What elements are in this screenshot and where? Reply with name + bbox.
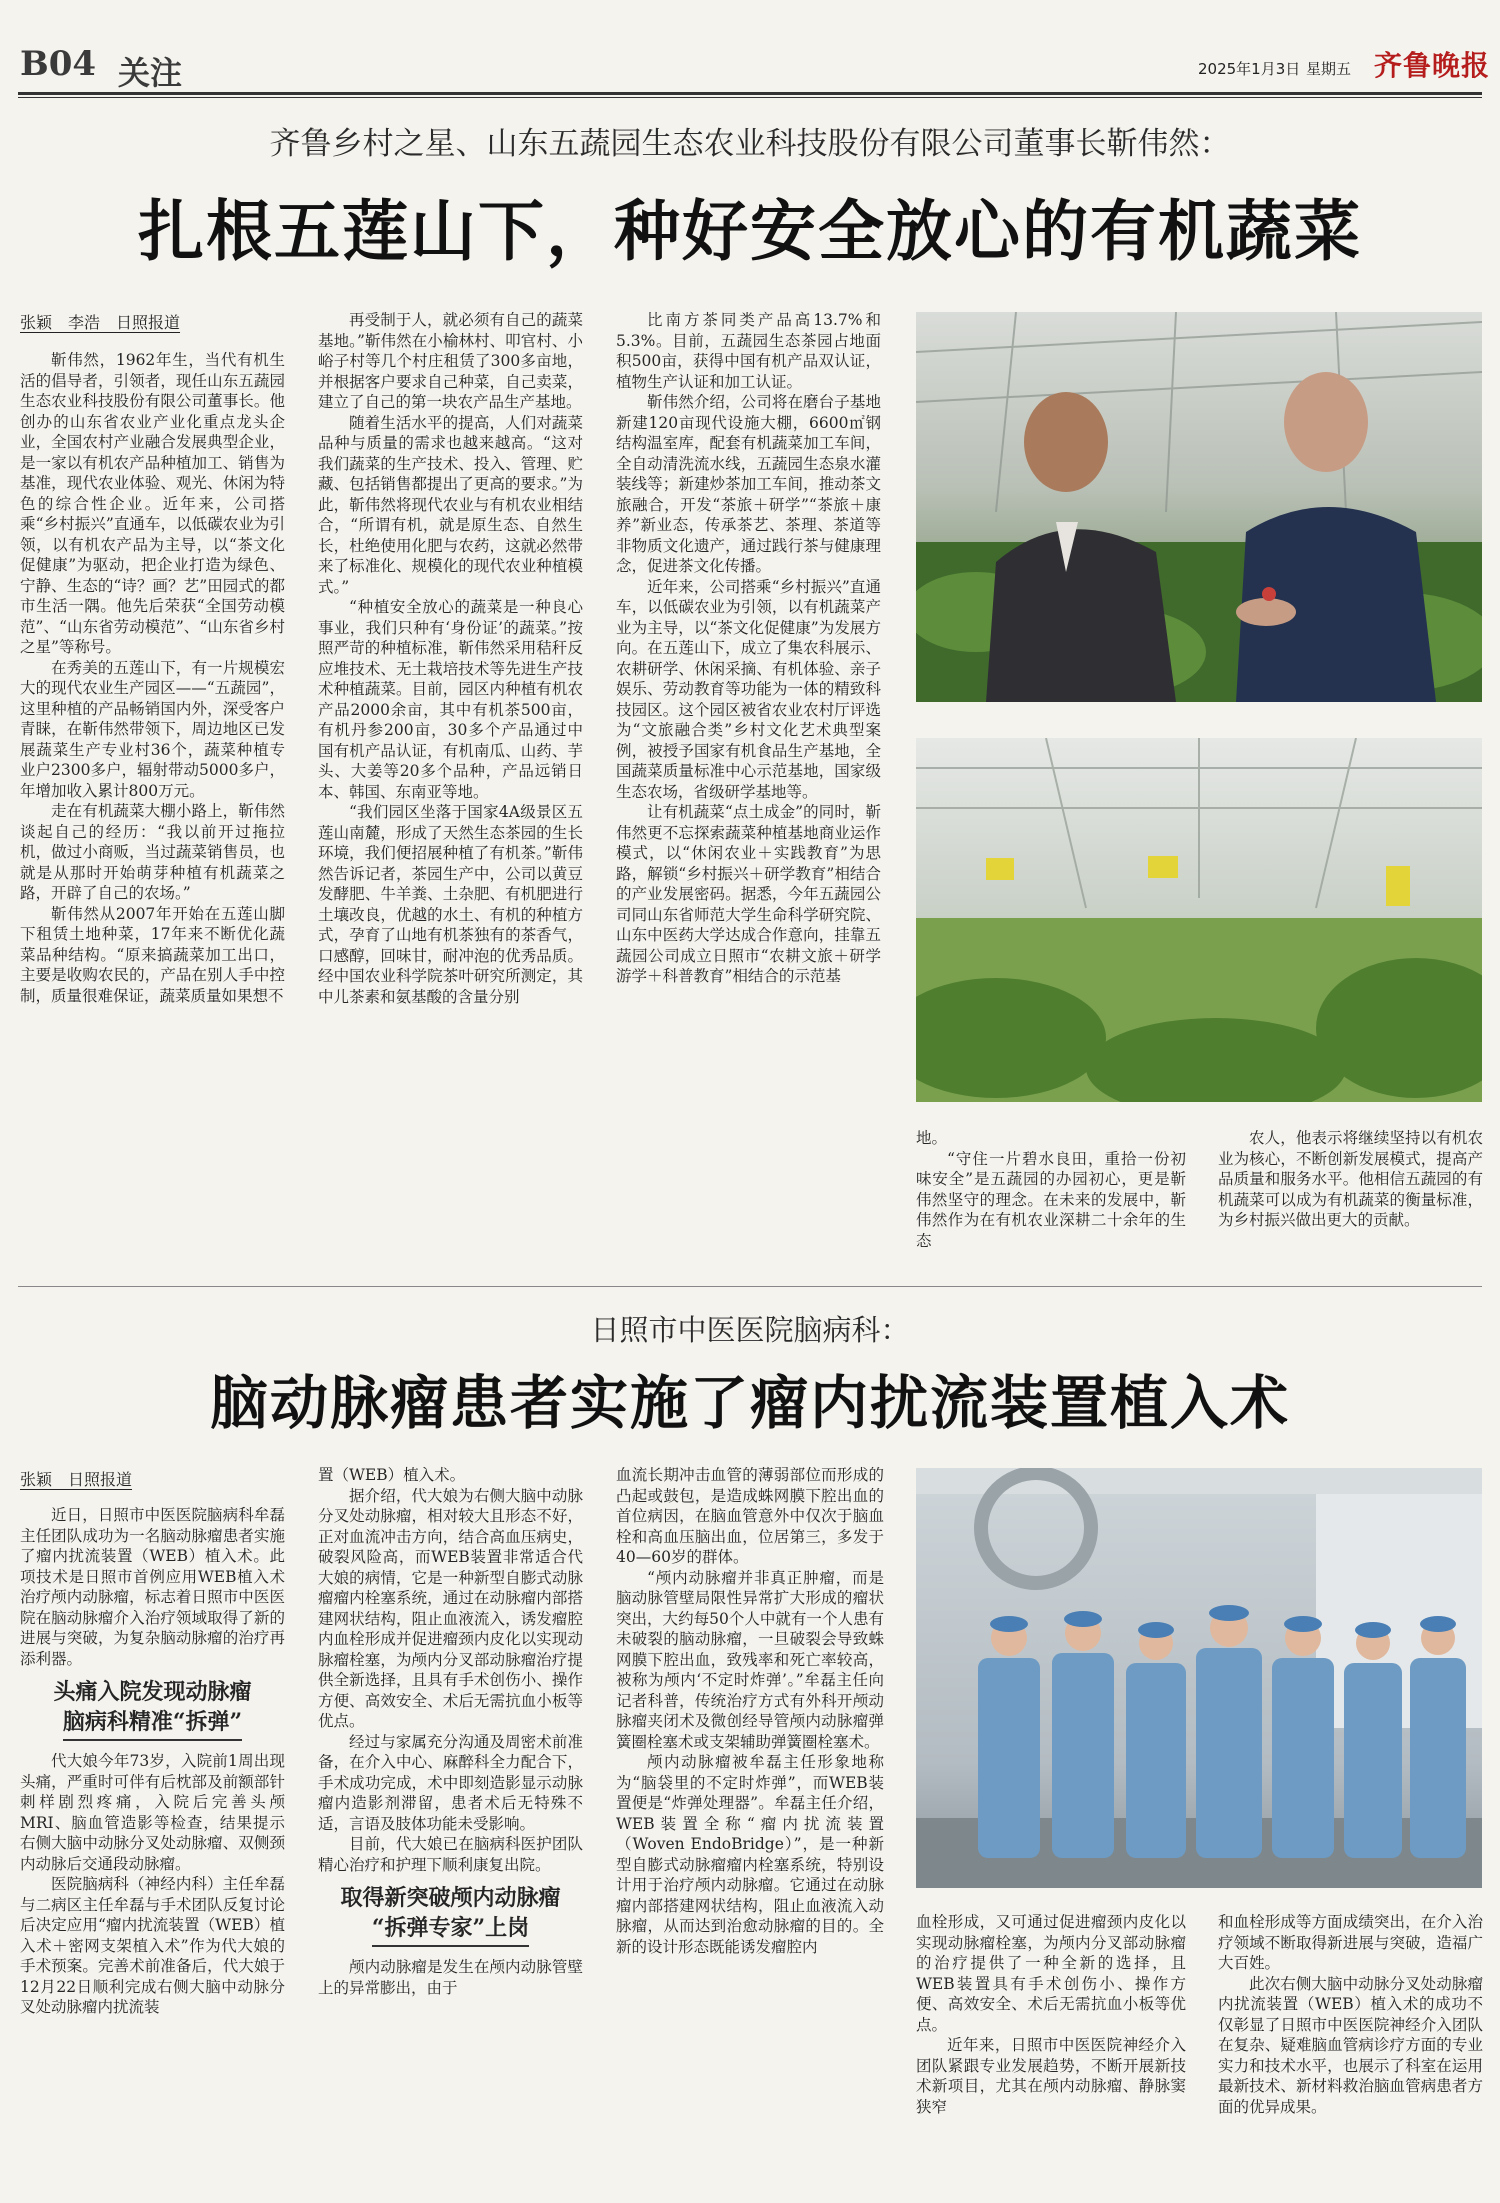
paragraph: 和血栓形成等方面成绩突出，在介入治疗领域不断取得新进展与突破，造福广大百姓。 (1218, 1913, 1483, 1972)
page-number: B04 (20, 44, 97, 84)
header-rule (18, 92, 1482, 95)
article2-subhead-1 (20, 1677, 285, 1741)
paragraph: “守住一片碧水良田，重拾一份初味安全”是五蔬园的办园初心，更是靳伟然坚守的理念。在未来的发展中，靳伟然作为在有机农业深耕二十余年的生态 (916, 1149, 1186, 1250)
article2-headline: 脑动脉瘤患者实施了瘤内扰流装置植入术 (209, 1369, 1290, 1437)
paragraph: 地。 (916, 1129, 948, 1147)
paragraph: 代大娘今年73岁，入院前1周出现头痛，严重时可伴有后枕部及前额部针刺样剧烈疼痛，入院后完善头颅MRI、脑血管造影等检查，结果提示右侧大脑中动脉分叉处动脉瘤、双侧颈内动脉后交通段动脉瘤。 (20, 1752, 285, 1873)
paragraph: 近日，日照市中医医院脑病科牟磊主任团队成功为一名脑动脉瘤患者实施了瘤内扰流装置（WEB）植入术。此项技术是日照市首例应用WEB植入术治疗颅内动脉瘤，标志着日照市中医医院在脑动脉瘤介入治疗领域取得了新的进展与突破，为复杂脑动脉瘤的治疗再添利器。 (20, 1506, 285, 1668)
paragraph: 颅内动脉瘤是发生在颅内动脉管壁上的异常膨出，由于 (318, 1958, 583, 1997)
greenhouse-farmers-photo (916, 312, 1482, 702)
article2-byline: 张颖 日照报道 (20, 1470, 133, 1489)
article1-column-4 (916, 1128, 1186, 1263)
subhead-line: “拆弹专家”上岗 (372, 1913, 529, 1947)
article1-headline: 扎根五莲山下，种好安全放心的有机蔬菜 (138, 192, 1362, 270)
paragraph: “颅内动脉瘤并非真正肿瘤，而是脑动脉管壁局限性异常扩大形成的瘤状突出，大约每50个人中就有一个人患有未破裂的脑动脉瘤，一旦破裂会导致蛛网膜下腔出血，致残率和死亡率较高，被称为颅内‘不定时炸弹’。”牟磊主任向记者科普，传统治疗方式有外科开颅动脉瘤夹闭术及微创经导管颅内动脉瘤弹簧圈栓塞术或支架辅助弹簧圈栓塞术。 (616, 1568, 884, 1751)
paragraph: “种植安全放心的蔬菜是一种良心事业，我们只种有‘身份证’的蔬菜。”按照严苛的种植标准，靳伟然采用秸秆反应堆技术、无土栽培技术等先进生产技术种植蔬菜。目前，园区内种植有机农产品2000余亩，其中有机茶500亩，有机丹参200亩，30多个产品通过中国有机产品认证，有机南瓜、山药、芋头、大姜等20多个品种，产品远销日本、韩国、东南亚等地。 (318, 598, 583, 801)
medical-team-photo (916, 1468, 1482, 1888)
header-rule-thin (18, 97, 1482, 98)
paragraph: 经过与家属充分沟通及周密术前准备，在介入中心、麻醉科全力配合下，手术成功完成，术中即刻造影显示动脉瘤内造影剂滞留，患者术后无特殊不适，言语及肢体功能未受影响。 (318, 1732, 583, 1833)
paragraph: 颅内动脉瘤被牟磊主任形象地称为“脑袋里的不定时炸弹”，而WEB装置便是“炸弹处理器”。牟磊主任介绍，WEB装置全称“瘤内扰流装置（Woven EndoBridge）”，是一种新型自膨式动脉瘤瘤内栓塞系统，特别设计用于治疗颅内动脉瘤。它通过在动脉瘤内部搭建网状结构，阻止血液流入动脉瘤，从而达到治愈动脉瘤的目的。全新的设计形态既能诱发瘤腔内 (616, 1753, 884, 1956)
paragraph: 此次右侧大脑中动脉分叉处动脉瘤内扰流装置（WEB）植入术的成功不仅彰显了日照市中医医院神经介入团队在复杂、疑难脑血管病诊疗方面的专业实力和技术水平，也展示了科室在运用最新技术、新材料救治脑血管病患者方面的优异成果。 (1218, 1974, 1483, 2116)
paragraph: 再受制于人，就必须有自己的蔬菜基地。”靳伟然在小榆林村、叩官村、小峪子村等几个村庄租赁了300多亩地，并根据客户要求自己种菜，自己卖菜，建立了自己的第一块农产品生产基地。 (318, 311, 583, 411)
paragraph: 近年来，日照市中医医院神经介入团队紧跟专业发展趋势，不断开展新技术新项目，尤其在颅内动脉瘤、静脉窦狭窄 (916, 2036, 1186, 2116)
paragraph: 血栓形成，又可通过促进瘤颈内皮化以实现动脉瘤栓塞，为颅内分叉部动脉瘤的治疗提供了一种全新的选择，且WEB装置具有手术创伤小、操作方便、高效安全、术后无需抗血小板等优点。 (916, 1913, 1186, 2034)
paragraph: 近年来，公司搭乘“乡村振兴”直通车，以低碳农业为引领，以有机蔬菜产业为主导，以“茶文化促健康”为发展方向。在五莲山下，成立了集农科展示、农耕研学、休闲采摘、有机体验、亲子娱乐、劳动教育等功能为一体的精致科技园区。这个园区被省农业农村厅评选为“文旅融合类”乡村文化艺术典型案例，被授予国家有机食品生产基地，全国蔬菜质量标准中心示范基地，国家级生态农场，省级研学基地等。 (616, 577, 881, 801)
paragraph: 靳伟然，1962年生，当代有机生活的倡导者，引领者，现任山东五蔬园生态农业科技股份有限公司董事长。他创办的山东省农业产业化重点龙头企业，全国农村产业融合发展典型企业，是一家以有机农产品种植加工、销售为基准，现代农业体验、观光、休闲为特色的综合性企业。近年来，公司搭乘“乡村振兴”直通车，以低碳农业为引领，以有机农产品为主导，以“茶文化促健康”为驱动，把企业打造为绿色、宁静、生态的“诗？画？艺”田园式的都市生活一隅。他先后荣获“全国劳动模范”、“山东省劳动模范”、“山东省乡村之星”等称号。 (20, 351, 285, 656)
article2-kicker: 日照市中医医院脑病科： (590, 1313, 910, 1347)
paragraph: 置（WEB）植入术。 (318, 1466, 466, 1484)
article1-column-2 (318, 310, 583, 1260)
paragraph: 让有机蔬菜“点土成金”的同时，靳伟然更不忘探索蔬菜种植基地商业运作模式，以“休闲农业＋实践教育”为思路，解锁“乡村振兴＋研学教育”相结合的产业发展密码。据悉，今年五蔬园公司同山东省师范大学生命科学研究院、山东中医药大学达成合作意向，挂靠五蔬园公司成立日照市“农耕文旅＋研学游学＋科普教育”相结合的示范基 (616, 803, 881, 985)
paragraph: 随着生活水平的提高，人们对蔬菜品种与质量的需求也越来越高。“这对我们蔬菜的生产技术、投入、管理、贮藏、包括销售都提出了更高的要求。”为此，靳伟然将现代农业与有机农业相结合，“所谓有机，就是原生态、自然生长，杜绝使用化肥与农药，这就必然带来了标准化、规模化的现代农业种植模式。” (318, 413, 583, 596)
paragraph: 走在有机蔬菜大棚小路上，靳伟然谈起自己的经历：“我以前开过拖拉机，做过小商贩，当过蔬菜销售员，也就是从那时开始萌芽种植有机蔬菜之路，开辟了自己的农场。” (20, 802, 285, 902)
issue-weekday: 星期五 (1306, 60, 1352, 78)
article2-column-4 (916, 1912, 1186, 2195)
paragraph: 靳伟然从2007年开始在五莲山脚下租赁土地种菜，17年来不断优化蔬菜品种结构。“原来搞蔬菜加工出口，主要是收购农民的，产品在别人手中控制，质量很难保证，蔬菜质量如果想不 (20, 904, 285, 1005)
greenhouse-seedlings-photo (916, 738, 1482, 1102)
article2-column-3 (616, 1465, 884, 2195)
article-separator (18, 1286, 1482, 1287)
paragraph: “我们园区坐落于国家4A级景区五莲山南麓，形成了天然生态茶园的生长环境，我们便招展种植了有机茶。”靳伟然告诉记者，茶园生产中，公司以黄豆发酵肥、牛羊粪、土杂肥、有机肥进行土壤改良，优越的水土、有机的种植方式，孕育了山地有机茶独有的茶香气，口感醇，回味甘，耐冲泡的优秀品质。经中国农业科学院茶叶研究所测定，其中儿茶素和氨基酸的含量分别 (318, 803, 583, 1006)
subhead-line: 取得新突破颅内动脉瘤 (340, 1885, 561, 1911)
paragraph: 目前，代大娘已在脑病科医护团队精心治疗和护理下顺利康复出院。 (318, 1835, 583, 1874)
article2-column-5 (1218, 1912, 1483, 2195)
paragraph: 据介绍，代大娘为右侧大脑中动脉分叉处动脉瘤，相对较大且形态不好，正对血流冲击方向，结合高血压病史，破裂风险高，而WEB装置非常适合代大娘的病情，它是一种新型自膨式动脉瘤瘤内栓塞系统，通过在动脉瘤内部搭建网状结构，阻止血液流入，诱发瘤腔内血栓形成并促进瘤颈内皮化以实现动脉瘤栓塞，为颅内分叉部动脉瘤治疗提供全新选择，且具有手术创伤小、操作方便、高效安全、术后无需抗血小板等优点。 (318, 1486, 583, 1730)
paragraph: 在秀美的五莲山下，有一片规模宏大的现代农业生产园区——“五蔬园”，这里种植的产品畅销国内外，深受客户青睐，在靳伟然带领下，周边地区已发展蔬菜生产专业村36个，蔬菜种植专业户2300多户，辐射带动5000多户，年增加收入累计800万元。 (20, 658, 285, 800)
paragraph: 比南方茶同类产品高13.7%和5.3%。目前，五蔬园生态茶园占地面积500亩，获得中国有机产品双认证，植物生产认证和加工认证。 (616, 311, 881, 391)
subhead-line: 脑病科精准“拆弹” (63, 1707, 242, 1741)
paragraph: 医院脑病科（神经内科）主任牟磊与二病区主任牟磊与手术团队反复讨论后决定应用“瘤内扰流装置（WEB）植入术＋密网支架植入术”作为代大娘的手术预案。完善术前准备后，代大娘于12月22日顺利完成右侧大脑中动脉分叉处动脉瘤内扰流装 (20, 1875, 285, 2016)
article1-column-3 (616, 310, 881, 1260)
article1-kicker: 齐鲁乡村之星、山东五蔬园生态农业科技股份有限公司董事长靳伟然： (269, 126, 1231, 162)
section-name: 关注 (118, 54, 183, 92)
article1-column-1 (20, 350, 285, 1260)
issue-date: 2025年1月3日 (1198, 60, 1301, 78)
subhead-line: 头痛入院发现动脉瘤 (53, 1679, 252, 1705)
paragraph: 农人，他表示将继续坚持以有机农业为核心，不断创新发展模式，提高产品质量和服务水平。他相信五蔬园的有机蔬菜可以成为有机蔬菜的衡量标准，为乡村振兴做出更大的贡献。 (1218, 1129, 1483, 1229)
paragraph: 血流长期冲击血管的薄弱部位而形成的凸起或鼓包，是造成蛛网膜下腔出血的首位病因，在脑血管意外中仅次于脑血栓和高血压脑出血，位居第三，多发于40—60岁的群体。 (616, 1466, 884, 1566)
article1-column-5 (1218, 1128, 1483, 1263)
article2-column-1 (20, 1505, 285, 2195)
masthead-logo: 齐鲁晚报 (1374, 49, 1491, 82)
article1-byline: 张颖 李浩 日照报道 (20, 313, 181, 332)
paragraph: 靳伟然介绍，公司将在磨台子基地新建120亩现代设施大棚，6600㎡钢结构温室库，配套有机蔬菜加工车间，全自动清洗流水线，五蔬园生态泉水灌装线等；新建炒茶加工车间，推动茶文旅融合，开发“茶旅＋研学”“茶旅＋康养”新业态，传承茶艺、茶理、茶道等非物质文化遗产，通过践行茶与健康理念，促进茶文化传播。 (616, 393, 881, 575)
article2-subhead-2 (318, 1883, 583, 1947)
article2-column-2 (318, 1465, 583, 2195)
